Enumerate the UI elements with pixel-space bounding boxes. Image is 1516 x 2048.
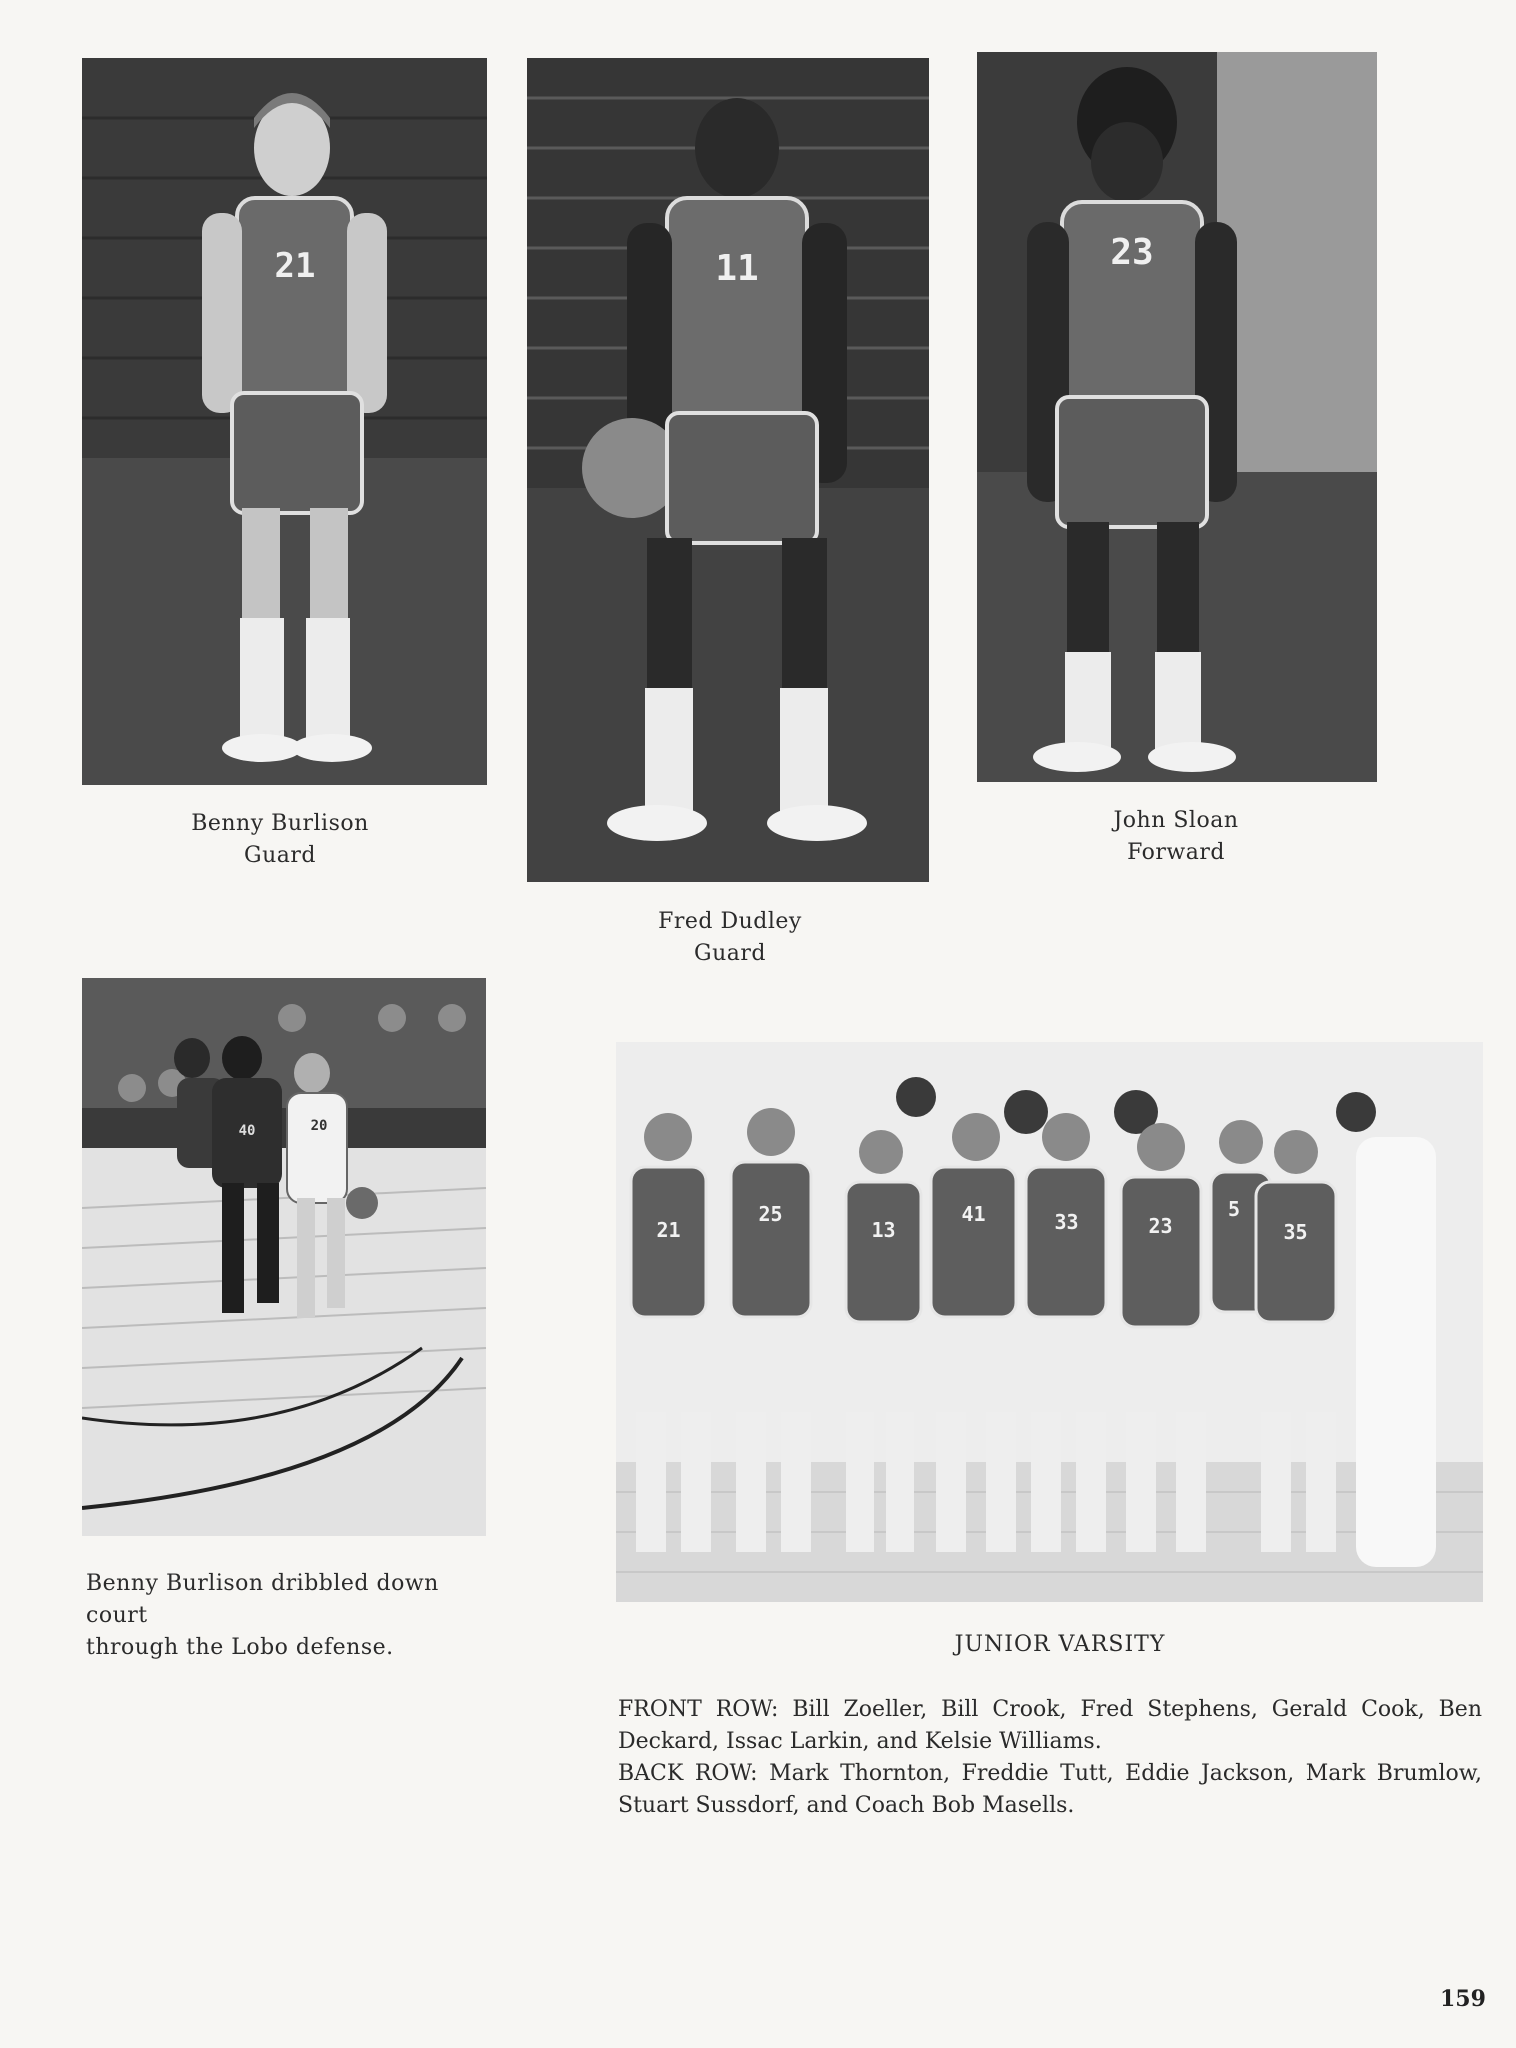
team-photo-title: JUNIOR VARSITY bbox=[954, 1632, 1166, 1657]
portrait-caption-john-sloan bbox=[1046, 805, 1306, 869]
team-jersey-number: 25 bbox=[758, 1202, 783, 1226]
player-position: Guard bbox=[694, 941, 766, 966]
jersey-number: 21 bbox=[274, 246, 316, 286]
action-photo-dribbling bbox=[82, 978, 486, 1536]
caption-line-1: Benny Burlison dribbled down court bbox=[86, 1571, 439, 1628]
team-photo-junior-varsity bbox=[616, 1042, 1483, 1602]
team-roster bbox=[618, 1694, 1482, 1822]
player-name: John Sloan bbox=[1113, 808, 1239, 833]
portrait-photo-benny-burlison bbox=[82, 58, 487, 785]
jersey-number: 23 bbox=[1110, 232, 1154, 273]
page-number: 159 bbox=[1440, 1986, 1486, 2012]
team-jersey-number: 41 bbox=[961, 1202, 986, 1226]
opponent-jersey-number: 40 bbox=[238, 1123, 256, 1139]
player-name: Fred Dudley bbox=[658, 909, 802, 934]
team-jersey-number: 21 bbox=[656, 1218, 681, 1242]
jersey-number: 20 bbox=[310, 1118, 328, 1134]
portrait-photo-fred-dudley bbox=[527, 58, 929, 882]
back-row-names: BACK ROW: Mark Thornton, Freddie Tutt, Eddie Jackson, Mark Brumlow, Stuart Sussdorf, and Coach Bob Masells. bbox=[618, 1761, 1482, 1818]
player-name: Benny Burlison bbox=[191, 811, 369, 836]
team-jersey-number: 5 bbox=[1227, 1197, 1241, 1221]
portrait-caption-benny-burlison bbox=[150, 808, 410, 872]
portrait-photo-john-sloan bbox=[977, 52, 1377, 782]
player-position: Guard bbox=[244, 843, 316, 868]
team-jersey-number: 35 bbox=[1283, 1220, 1308, 1244]
team-jersey-number: 13 bbox=[871, 1218, 896, 1242]
player-position: Forward bbox=[1127, 840, 1225, 865]
action-photo-caption bbox=[86, 1568, 506, 1664]
caption-line-2: through the Lobo defense. bbox=[86, 1635, 394, 1660]
team-jersey-number: 23 bbox=[1148, 1214, 1173, 1238]
portrait-caption-fred-dudley bbox=[600, 906, 860, 970]
team-jersey-number: 33 bbox=[1054, 1210, 1079, 1234]
front-row-names: FRONT ROW: Bill Zoeller, Bill Crook, Fred Stephens, Gerald Cook, Ben Deckard, Issac Larkin, and Kelsie Williams. bbox=[618, 1697, 1482, 1754]
jersey-number: 11 bbox=[715, 248, 759, 289]
